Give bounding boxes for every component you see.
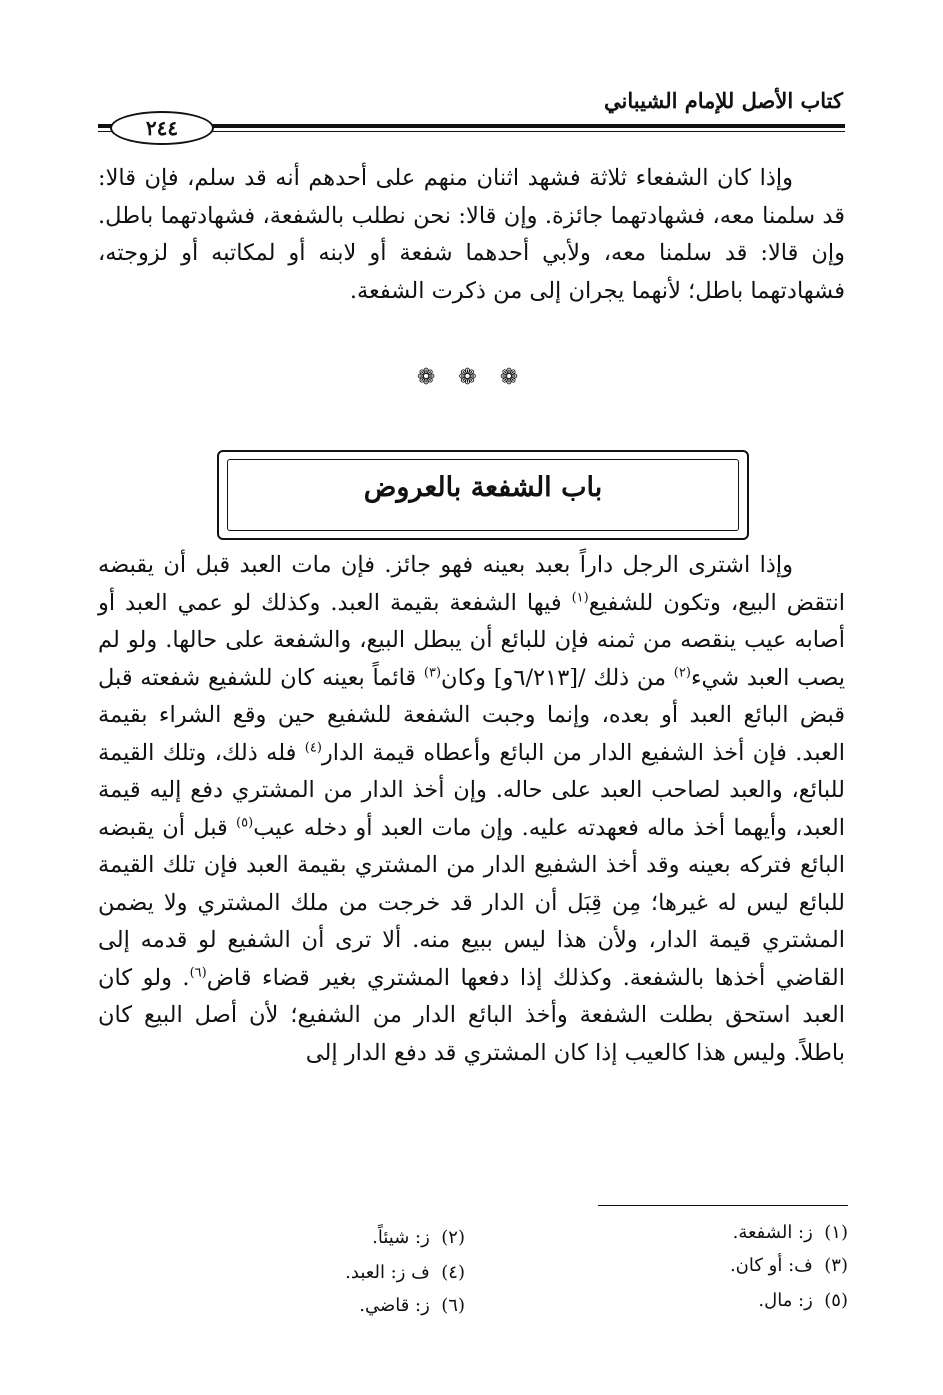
footnote-text: ز: الشفعة. <box>732 1222 813 1243</box>
footnote-ref-1: (١) <box>571 590 589 605</box>
footnote-6 <box>359 1295 465 1316</box>
footnote-4 <box>345 1262 465 1283</box>
chapter-title-frame <box>217 450 749 540</box>
footnote-number: (١) <box>824 1222 848 1243</box>
running-header-title: كتاب الأصل للإمام الشيباني <box>604 88 843 113</box>
footnote-number: (٥) <box>824 1290 848 1311</box>
body-segment: من ذلك /[٦/٢١٣و] وكان <box>441 664 674 691</box>
chapter-title: باب الشفعة بالعروض <box>363 472 603 503</box>
footnote-ref-2: (٢) <box>673 665 691 680</box>
footnote-number: (٢) <box>441 1227 465 1248</box>
footnote-ref-4: (٤) <box>304 740 322 755</box>
footnote-5 <box>758 1290 848 1311</box>
body-segment: فله ذلك، وتلك القيمة للبائع، والعبد لصاحب العبد على حاله. وإن أخذ الدار من المشتري دفع إليه قيمة العبد، وأيهما أخذ ماله فعهدته عليه. وإن مات العبد أو دخله عيب <box>98 739 846 841</box>
body-segment: وإذا اشترى الرجل داراً بعبد بعينه فهو جائز. فإن مات العبد قبل أن يقبضه انتقض البيع، وتكون للشفيع <box>98 552 845 616</box>
footnote-text: ز: مال. <box>758 1290 813 1311</box>
footnote-3 <box>730 1255 848 1276</box>
footnote-text: ف: أو كان. <box>729 1255 813 1276</box>
footnote-text: ز: قاضي. <box>359 1295 430 1316</box>
footnote-rule <box>598 1205 848 1206</box>
footnote-number: (٦) <box>441 1295 465 1316</box>
footnote-text: ف ز: العبد. <box>345 1262 430 1283</box>
section-separator-ornament: ❁ ❁ ❁ <box>416 365 527 390</box>
footnote-ref-5: (٥) <box>236 815 254 830</box>
footnote-number: (٣) <box>824 1255 848 1276</box>
body-segment: فيها الشفعة بقيمة العبد. وكذلك لو عمي العبد أو أصابه عيب ينقصه من ثمنه فإن للبائع أن يبطل البيع، والشفعة على حالها. ولو لم يصب العبد شيء <box>98 589 845 691</box>
footnote-text: ز: شيئاً. <box>372 1227 430 1248</box>
body-segment: قبل أن يقبضه البائع فتركه بعينه وقد أخذ الشفيع الدار من المشتري بقيمة العبد فإن تلك القيمة للبائع ليس له غيرها؛ مِن قِبَل أن الدار قد خرجت من ملك المشتري ولا يضمن المشتري قيمة الدار، ولأن هذا ليس ببيع منه. ألا ترى أن الشفيع لو قدمه إلى القاضي أخذها بالشفعة. وكذلك إذا دفعها المشتري بغير قضاء قاض <box>98 814 845 991</box>
body-segment: . ولو كان العبد استحق بطلت الشفعة وأخذ البائع الدار من الشفيع؛ لأن أصل البيع كان باطلاً. وليس هذا كالعيب إذا كان المشتري قد دفع الدار إلى <box>98 964 845 1066</box>
footnote-ref-3: (٣) <box>423 665 442 680</box>
body-segment: قائماً بعينه كان للشفيع شفعته قبل قبض البائع العبد أو بعده، وإنما وجبت الشفعة للشفيع حين وقع الشراء بقيمة العبد. فإن أخذ الشفيع الدار من البائع وأعطاه قيمة الدار <box>98 664 845 766</box>
intro-paragraph: وإذا كان الشفعاء ثلاثة فشهد اثنان منهم على أحدهم أنه قد سلم، فإن قالا: قد سلمنا معه، فشهادتهما جائزة. وإن قالا: نحن نطلب بالشفعة، فشهادتهما باطل. وإن قالا: قد سلمنا معه، ولأبي أحدهما شفعة أو لابنه أو لمكاتبه أو لزوجته، فشهادتهما باطل؛ لأنهما يجران إلى من ذكرت الشفعة. <box>98 165 845 304</box>
page-number: ٢٤٤ <box>110 111 214 145</box>
footnote-ref-6: (٦) <box>189 965 207 980</box>
footnote-2 <box>372 1227 465 1248</box>
footnote-number: (٤) <box>441 1262 465 1283</box>
chapter-body-paragraph <box>98 547 845 1072</box>
footnote-1 <box>733 1222 848 1243</box>
